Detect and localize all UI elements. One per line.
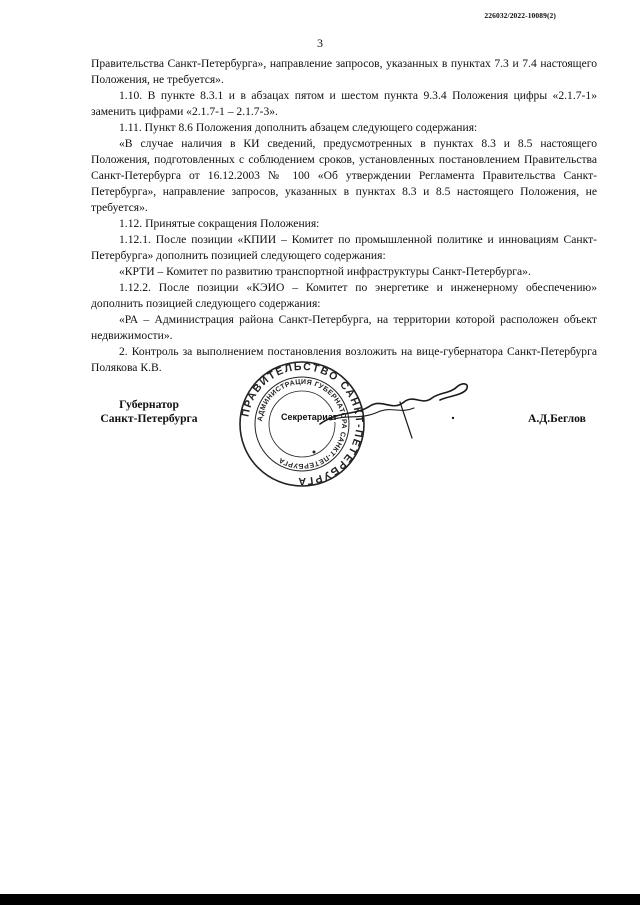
paragraph: 1.12.1. После позиции «КПИИ – Комитет по промышленной политике и инновациям Санкт-Петербурга» дополнить позицией следующего содержания: bbox=[91, 233, 597, 262]
document-number: 226032/2022-10089(2) bbox=[484, 11, 556, 20]
seal-outer-text: ПРАВИТЕЛЬСТВО САНКТ-ПЕТЕРБУРГА bbox=[239, 360, 366, 488]
paragraph: 1.12.2. После позиции «КЭИО – Комитет по энергетике и инженерному обеспечению» дополнить позицией следующего содержания: bbox=[91, 281, 597, 310]
signer-name: А.Д.Беглов bbox=[528, 412, 586, 425]
paragraph: «КРТИ – Комитет по развитию транспортной инфраструктуры Санкт-Петербурга». bbox=[119, 265, 531, 278]
scan-border bbox=[0, 894, 640, 905]
page-number: 3 bbox=[317, 36, 323, 50]
paragraph: 2. Контроль за выполнением постановления возложить на вице-губернатора Санкт-Петербурга Полякова К.В. bbox=[91, 345, 597, 374]
paragraph: 1.11. Пункт 8.6 Положения дополнить абзацем следующего содержания: bbox=[119, 121, 478, 134]
handwritten-signature bbox=[300, 372, 480, 442]
paragraph: 1.10. В пункте 8.3.1 и в абзацах пятом и шестом пункта 9.3.4 Положения цифры «2.1.7-1» заменить цифрами «2.1.7-1 – 2.1.7-3». bbox=[91, 89, 597, 118]
paragraph: 1.12. Принятые сокращения Положения: bbox=[119, 217, 320, 230]
signer-title-line: Санкт-Петербурга bbox=[100, 412, 198, 425]
paragraph: Правительства Санкт-Петербурга», направление запросов, указанных в пунктах 7.3 и 7.4 настоящего Положения, не требуется». bbox=[91, 57, 597, 86]
seal-inner-text: АДМИНИСТРАЦИЯ ГУБЕРНАТОРА САНКТ-ПЕТЕРБУРГА bbox=[257, 378, 348, 470]
document-body bbox=[91, 56, 597, 376]
signer-title bbox=[89, 398, 209, 426]
paragraph: «В случае наличия в КИ сведений, предусмотренных в пунктах 8.3 и 8.5 настоящего Положения, подготовленных с соблюдением сроков, установленных постановлением Правительства Санкт-Петербурга от 16.12.2003 № 100 «Об утверждении Регламента Правительства Санкт-Петербурга», направление запросов, указанных в пунктах 8.3 и 8.5 настоящего Положения, не требуется». bbox=[91, 137, 597, 214]
signer-title-line: Губернатор bbox=[119, 398, 179, 411]
paragraph: «РА – Администрация района Санкт-Петербурга, на территории которой расположен объект недвижимости». bbox=[91, 313, 597, 342]
seal-emblem bbox=[313, 451, 316, 454]
seal-center-text: Секретариат bbox=[281, 412, 338, 422]
